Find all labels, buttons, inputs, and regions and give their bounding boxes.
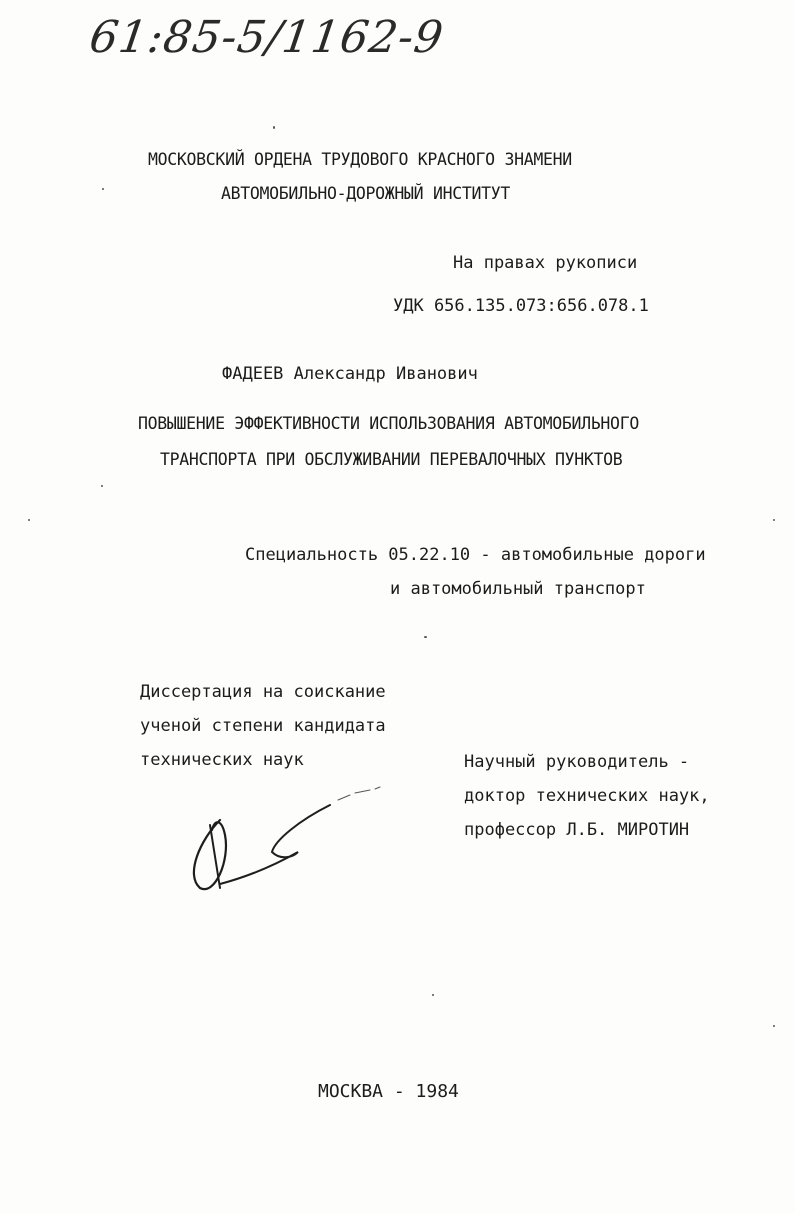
scan-speck — [773, 519, 775, 521]
dissertation-line-1: Диссертация на соискание — [140, 682, 386, 702]
scan-speck — [102, 188, 104, 190]
dissertation-line-2: ученой степени кандидата — [140, 716, 386, 736]
dissertation-line-3: технических наук — [140, 750, 304, 770]
scan-speck — [273, 126, 275, 129]
institute-line-1: МОСКОВСКИЙ ОРДЕНА ТРУДОВОГО КРАСНОГО ЗНАМЕНИ — [148, 150, 572, 169]
scan-speck — [424, 636, 427, 638]
city-year: МОСКВА - 1984 — [318, 1081, 459, 1102]
title-line-2: ТРАНСПОРТА ПРИ ОБСЛУЖИВАНИИ ПЕРЕВАЛОЧНЫХ ПУНКТОВ — [160, 450, 623, 469]
udc-code: УДК 656.135.073:656.078.1 — [393, 296, 649, 316]
archive-number-handwritten: 61:85-5/1162-9 — [86, 12, 447, 63]
rights-notice: На правах рукописи — [453, 253, 638, 273]
supervisor-line-1: Научный руководитель - — [464, 752, 690, 772]
supervisor-line-3: профессор Л.Б. МИРОТИН — [464, 820, 690, 840]
scan-speck — [432, 994, 434, 996]
institute-line-2: АВТОМОБИЛЬНО-ДОРОЖНЫЙ ИНСТИТУТ — [221, 184, 511, 203]
scan-speck — [101, 485, 103, 487]
specialty-line-1: Специальность 05.22.10 - автомобильные дороги — [245, 545, 706, 565]
scan-speck — [28, 519, 30, 521]
author-signature — [180, 780, 390, 900]
scan-speck — [773, 1025, 775, 1027]
author-name: ФАДЕЕВ Александр Иванович — [222, 364, 478, 384]
specialty-line-2: и автомобильный транспорт — [390, 579, 646, 599]
title-line-1: ПОВЫШЕНИЕ ЭФФЕКТИВНОСТИ ИСПОЛЬЗОВАНИЯ АВТОМОБИЛЬНОГО — [138, 414, 639, 433]
supervisor-line-2: доктор технических наук, — [464, 786, 710, 806]
